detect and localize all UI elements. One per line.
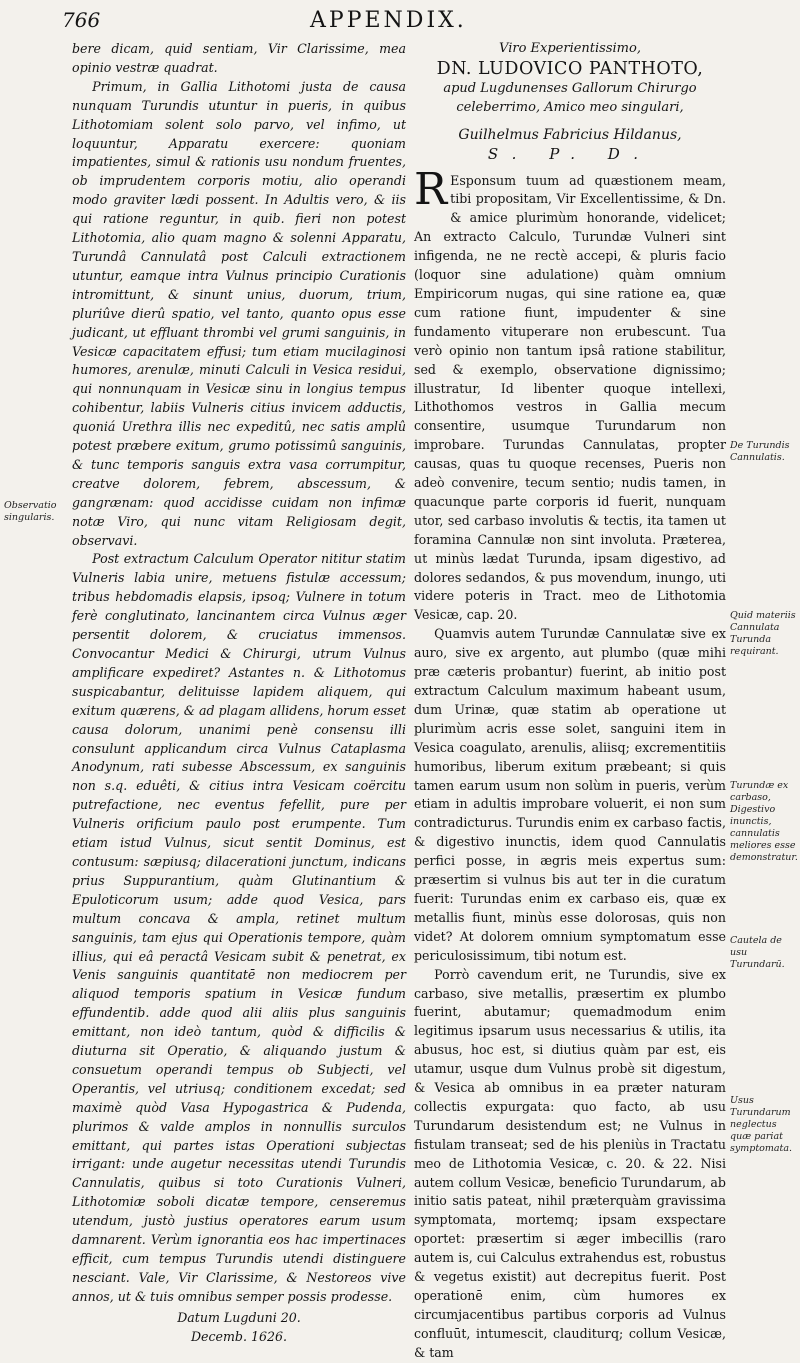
letter-sender: Guilhelmus Fabricius Hildanus, <box>458 126 682 143</box>
margin-note-left-0: Observatio singularis. <box>4 500 57 523</box>
right-paragraph-2: Porrò cavendum erit, ne Turundis, sive ex carbaso, sive metallis, præsertim ex plumbo fuerint, abutamur; quemadmodum enim legitimus ipsarum usus necessarius & utilis, ita abusus, hoc est, si diutius quàm par est, eis utamur, usque dum Vulnus probè sit digestum, & Vesica ab omnibus in ea præter naturam collectis expurgata: quo facto, ab usu Turundarum desistendum est; ne Vulnus in fistulam transeat; sed de his pleniùs in Tractatu meo de Lithotomia Vesicæ, c. 20. & 22. Nisi autem collum Vesicæ, beneficio Turundarum, ab initio satis pateat, nihil præterquàm gravissima symptomata, mortemq; ipsam exspectare oportet: præsertim si æger imbecillis (raro autem is, cui Calculus extrahendus est, robustus & vegetus existit) aut decrepitus fuerit. Post operationē enim, cùm humores ex circumjacentibus partibus corporis ad Vulnus confluūt, intumescit, clauditurq; collum Vesicæ, & tam <box>414 966 726 1360</box>
salutation: S. P. D. <box>487 144 653 163</box>
page-number: 766 <box>62 8 101 32</box>
right-paragraph-0-text: Esponsum tuum ad quæstionem meam, tibi propositam, Vir Excellentissime, & Dn. & amice plurimùm honorande, videlicet; An extracto Calculo, Turundæ Vulneri sint infigenda, ne ne rectè accepi, & pluris facio (loquor sine adulatione) quàm omnium Empiricorum nugas, qui sine ratione ea, quæ cum ratione fiunt, impudenter & sine fundamento vituperare non erubescunt. Tua verò opinio non tantum ipsâ ratione stabilitur, sed & exemplo, observatione dignissimo; illustratur, Id libenter quoque intellexi, Lithothomos vestros in Gallia mecum consentire, usumque Turundarum non improbare. Turundas Cannulatas, propter causas, quas tu quoque recenses, Pueris non adeò convenire, tecum sentio; nudis tamen, in quacunque parte corporis id fuerit, nunquam utor, sed carbaso involutis & tectis, ita tamen ut foramina Cannulæ non sint involuta. Præterea, ut minùs lædat Turunda, ipsam digestivo, ad dolores sedandos, & pus movendum, inungo, uti videre poteris in Tract. meo de Lithotomia Vesicæ, cap. 20. <box>414 172 726 623</box>
right-paragraph-0 <box>414 163 726 626</box>
running-head: APPENDIX. <box>310 8 467 33</box>
closing-month: Decemb. 1626. <box>190 1328 288 1344</box>
dedication: Viro Experientissimo, <box>499 41 641 56</box>
page-header <box>0 8 800 34</box>
right-column <box>414 40 726 1363</box>
left-paragraph-2: Post extractum Calculum Operator nititur statim Vulneris labia unire, metuens fistulæ accessum; tribus hebdomadis elapsis, ipsoq; Vulnere in totum ferè conglutinato, lancinantem circa Vulnus æger persentit dolorem, & cruciatus immensos. Convocantur Medici & Chirurgi, utrum Vulnus amplificare expediret? Astantes n. & Lithotomus suspicabantur, delituisse lapidem aliquem, qui exitum quærens, & ad plagam allidens, horum esset causa dolorum, unanimi penè consensu illi consulunt applicandum circa Vulnus Cataplasma Anodynum, rati subesse Abscessum, ex sanguinis non s.q. eduêti, & citius intra Vesicam coërcitu putrefactione, nec eventus fefellit, pure per Vulneris orificium paulo post erumpente. Tum etiam istud Vulnus, sicut sentit Dominus, est contusum: sæpiusq; dilacerationi junctum, indicans prius Suppurantium, quàm Glutinantium & Epuloticorum usum; adde quod Vesica, pars multum concava & ampla, retinet multum sanguinis, tam ejus qui Operationis tempore, quàm illius, qui eâ peractâ Vesicam subit & penetrat, ex Venis sanguinis quantitatē non mediocrem per aliquod temporis spatium in Vesicæ fundum effundentib. adde quod alii aliis plus sanguinis emittant, non ideò tantum, quòd & difficilis & diuturna sit Operatio, & aliquando justum & consuetum operandi tempus ob Subjecti, vel Operantis, vel utriusq; conditionem excedat; sed maximè quòd Vasa Hypogastrica & Pudenda, plurimos & valde amplos in nonnullis surculos emittant, qui partes istas Operationi subjectas irrigant: unde augetur necessitas utendi Turundis Cannulatis, quibus si toto Curationis Vulneri, Lithotomiæ soboli dicatæ tempore, censeremus utendum, justò justius operatores earum usum damnarent. Verùm ignorantia eos hac impertinaces efficit, cum tempus Turundis utendi distinguere nesciant. Vale, Vir Clarissime, & Nestoreos vive annos, ut & tuis omnibus semper possis prodesse. <box>72 551 407 1304</box>
right-paragraph-1: Quamvis autem Turundæ Cannulatæ sive ex auro, sive ex argento, aut plumbo (quæ mihi præ cæteris probantur) fuerint, ab initio post extractum Calculum maximum habeant usum, dum Urinæ, quæ statim ab operatione ut plurimùm acris esse solet, sanguini item in Vesica coagulato, arenulis, aliisq; excrementitiis humoribus, liberum exitum præbeant; si quis tamen earum usum non solùm in pueris, verùm etiam in adultis improbare voluerit, ei non sum contradicturus. Turundis enim ex carbaso factis, & digestivo inunctis, idem quod Cannulatis perfici posse, in ægris meis expertus sum: præsertim si vulnus bis aut ter in die curatum fuerit: Turundas enim ex carbaso eis, quæ ex metallis fiunt, minùs esse dolorosas, quis non videt? At dolorem omnium symptomatum esse periculosissimum, tibi notum est. <box>414 626 726 963</box>
margin-note-right-0: De Turundis Cannulatis. <box>730 440 790 463</box>
margin-note-right-4: Usus Turundarum neglectus quæ pariat symptomata. <box>730 1095 793 1154</box>
closing-date: Datum Lugduni 20. <box>177 1309 301 1325</box>
left-column <box>72 40 406 1347</box>
addressee: DN. LUDOVICO PANTHOTO, <box>436 58 704 79</box>
left-paragraph-0: bere dicam, quid sentiam, Vir Clarissime, mea opinio vestræ quadrat. <box>72 41 406 75</box>
margin-note-right-1: Quid materiis Cannulata Turunda requirant. <box>730 610 796 657</box>
margin-note-right-2: Turundæ ex carbaso, Digestivo inunctis, cannulatis meliores esse demonstratur. <box>730 780 798 863</box>
margin-note-right-3: Cautela de usu Turundarū. <box>730 935 785 970</box>
drop-cap: R <box>414 163 448 215</box>
addressee-sub: apud Lugdunenses Gallorum Chirurgo celeberrimo, Amico meo singulari, <box>443 80 697 115</box>
left-paragraph-1: Primum, in Gallia Lithotomi justa de causa nunquam Turundis utuntur in pueris, in quibus Lithotomiam solent solo parvo, vel infimo, ut loquuntur, Apparatu exercere: quoniam impatientes, simul & rationis usu nondum fruentes, ob imprudentem corporis motiu, alio operandi modo graviter lædi possent. In Adultis vero, & iis qui ratione reguntur, in quib. fieri non potest Lithotomia, alio quam magno & solenni Apparatu, Turundâ Cannulatâ post Calculi extractionem utuntur, eamque intra Vulnus principio Curationis intromittunt, & sinunt unius, duorum, trium, pluriûve dierû spatio, vel tanto, quanto opus esse judicant, ut effluant thrombi vel grumi sanguinis, in Vesicæ capacitatem effusi; tum etiam mucilaginosi humores, arenulæ, minuti Calculi in Vesica residui, qui nonnunquam in Vesicæ sinu in longius tempus cohibentur, labiis Vulneris citius invicem adductis, quoniá Urethra illis nec expeditû, nec satis amplû potest præbere exitum, grumo potissimû sanguinis, & tunc temporis sanguis extra vasa corrumpitur, creatve dolorem, febrem, abscessum, & gangrænam: quod accidisse cuidam non infimæ notæ Viro, qui nunc vitam Religiosam degit, observavi. <box>72 78 406 548</box>
